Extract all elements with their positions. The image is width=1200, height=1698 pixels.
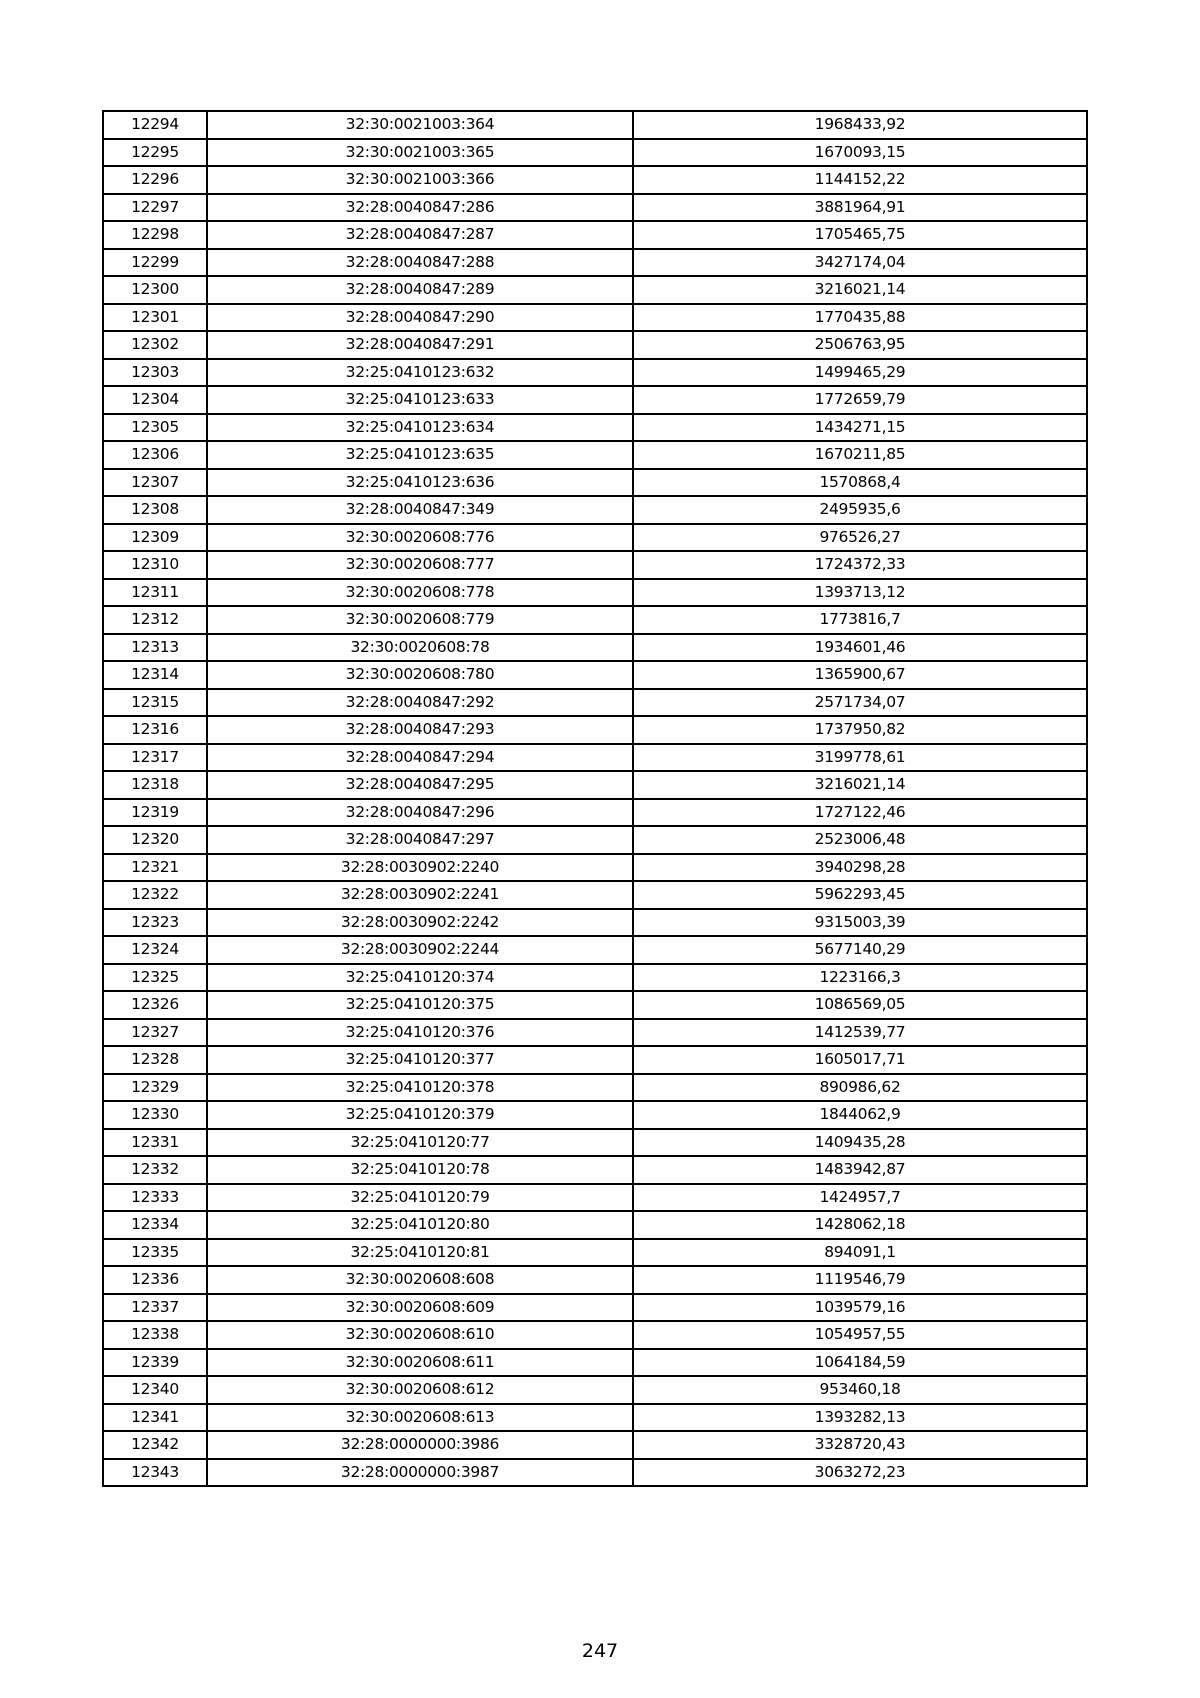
- row-number-cell: 12335: [103, 1239, 207, 1267]
- row-number-cell: 12297: [103, 194, 207, 222]
- table-row: [103, 1349, 1087, 1377]
- row-number-cell: 12340: [103, 1376, 207, 1404]
- cadastral-number-cell: 32:30:0020608:780: [207, 661, 633, 689]
- table-row: [103, 1239, 1087, 1267]
- table-row: [103, 964, 1087, 992]
- table-row: [103, 826, 1087, 854]
- cadastral-number-cell: 32:28:0040847:295: [207, 771, 633, 799]
- table-row: [103, 1129, 1087, 1157]
- cadastral-value-cell: 890986,62: [633, 1074, 1087, 1102]
- cadastral-value-cell: 1393282,13: [633, 1404, 1087, 1432]
- cadastral-value-cell: 2571734,07: [633, 689, 1087, 717]
- table-row: [103, 881, 1087, 909]
- table-row: [103, 716, 1087, 744]
- row-number-cell: 12329: [103, 1074, 207, 1102]
- cadastral-value-cell: 3216021,14: [633, 276, 1087, 304]
- table-row: [103, 221, 1087, 249]
- row-number-cell: 12341: [103, 1404, 207, 1432]
- table-row: [103, 331, 1087, 359]
- row-number-cell: 12307: [103, 469, 207, 497]
- table-row: [103, 936, 1087, 964]
- cadastral-value-cell: 2506763,95: [633, 331, 1087, 359]
- cadastral-number-cell: 32:25:0410120:374: [207, 964, 633, 992]
- cadastral-value-cell: 1412539,77: [633, 1019, 1087, 1047]
- cadastral-number-cell: 32:28:0040847:288: [207, 249, 633, 277]
- table-row: [103, 1431, 1087, 1459]
- row-number-cell: 12304: [103, 386, 207, 414]
- cadastral-number-cell: 32:28:0000000:3986: [207, 1431, 633, 1459]
- cadastral-value-cell: 1605017,71: [633, 1046, 1087, 1074]
- table-row: [103, 634, 1087, 662]
- cadastral-number-cell: 32:25:0410120:79: [207, 1184, 633, 1212]
- cadastral-number-cell: 32:30:0020608:610: [207, 1321, 633, 1349]
- table-row: [103, 1404, 1087, 1432]
- row-number-cell: 12309: [103, 524, 207, 552]
- cadastral-value-cell: 1773816,7: [633, 606, 1087, 634]
- row-number-cell: 12294: [103, 111, 207, 139]
- cadastral-value-cell: 1934601,46: [633, 634, 1087, 662]
- cadastral-number-cell: 32:30:0020608:612: [207, 1376, 633, 1404]
- table-row: [103, 166, 1087, 194]
- table-row: [103, 496, 1087, 524]
- cadastral-value-cell: 1409435,28: [633, 1129, 1087, 1157]
- cadastral-number-cell: 32:30:0020608:611: [207, 1349, 633, 1377]
- cadastral-number-cell: 32:28:0040847:296: [207, 799, 633, 827]
- row-number-cell: 12306: [103, 441, 207, 469]
- cadastral-number-cell: 32:25:0410120:379: [207, 1101, 633, 1129]
- table-row: [103, 276, 1087, 304]
- cadastral-value-cell: 1499465,29: [633, 359, 1087, 387]
- cadastral-number-cell: 32:25:0410120:377: [207, 1046, 633, 1074]
- cadastral-number-cell: 32:28:0000000:3987: [207, 1459, 633, 1487]
- cadastral-value-cell: 2495935,6: [633, 496, 1087, 524]
- table-row: [103, 579, 1087, 607]
- row-number-cell: 12312: [103, 606, 207, 634]
- cadastral-number-cell: 32:30:0020608:779: [207, 606, 633, 634]
- cadastral-number-cell: 32:25:0410120:77: [207, 1129, 633, 1157]
- table-row: [103, 909, 1087, 937]
- cadastral-value-cell: 2523006,48: [633, 826, 1087, 854]
- cadastral-number-cell: 32:25:0410120:378: [207, 1074, 633, 1102]
- table-row: [103, 386, 1087, 414]
- row-number-cell: 12324: [103, 936, 207, 964]
- row-number-cell: 12295: [103, 139, 207, 167]
- cadastral-value-cell: 1570868,4: [633, 469, 1087, 497]
- cadastral-number-cell: 32:30:0021003:366: [207, 166, 633, 194]
- cadastral-value-cell: 1223166,3: [633, 964, 1087, 992]
- cadastral-number-cell: 32:25:0410120:81: [207, 1239, 633, 1267]
- row-number-cell: 12338: [103, 1321, 207, 1349]
- cadastral-number-cell: 32:25:0410123:635: [207, 441, 633, 469]
- cadastral-number-cell: 32:28:0040847:349: [207, 496, 633, 524]
- row-number-cell: 12320: [103, 826, 207, 854]
- cadastral-number-cell: 32:30:0020608:776: [207, 524, 633, 552]
- row-number-cell: 12303: [103, 359, 207, 387]
- cadastral-number-cell: 32:28:0030902:2242: [207, 909, 633, 937]
- table-row: [103, 304, 1087, 332]
- cadastral-value-cell: 953460,18: [633, 1376, 1087, 1404]
- cadastral-number-cell: 32:25:0410120:375: [207, 991, 633, 1019]
- row-number-cell: 12333: [103, 1184, 207, 1212]
- row-number-cell: 12310: [103, 551, 207, 579]
- cadastral-value-cell: 1434271,15: [633, 414, 1087, 442]
- cadastral-value-cell: 3881964,91: [633, 194, 1087, 222]
- cadastral-value-cell: 3063272,23: [633, 1459, 1087, 1487]
- cadastral-value-cell: 1844062,9: [633, 1101, 1087, 1129]
- table-row: [103, 414, 1087, 442]
- cadastral-number-cell: 32:28:0040847:291: [207, 331, 633, 359]
- page-number: 247: [581, 1640, 619, 1662]
- cadastral-number-cell: 32:28:0040847:286: [207, 194, 633, 222]
- table-row: [103, 1211, 1087, 1239]
- row-number-cell: 12343: [103, 1459, 207, 1487]
- row-number-cell: 12311: [103, 579, 207, 607]
- row-number-cell: 12323: [103, 909, 207, 937]
- row-number-cell: 12317: [103, 744, 207, 772]
- cadastral-value-cell: 1670211,85: [633, 441, 1087, 469]
- table-row: [103, 524, 1087, 552]
- cadastral-number-cell: 32:28:0040847:297: [207, 826, 633, 854]
- table-row: [103, 991, 1087, 1019]
- table-row: [103, 441, 1087, 469]
- cadastral-value-cell: 1054957,55: [633, 1321, 1087, 1349]
- cadastral-value-cell: 1724372,33: [633, 551, 1087, 579]
- row-number-cell: 12305: [103, 414, 207, 442]
- table-row: [103, 111, 1087, 139]
- row-number-cell: 12296: [103, 166, 207, 194]
- registry-table-container: [102, 110, 1086, 1487]
- row-number-cell: 12321: [103, 854, 207, 882]
- row-number-cell: 12298: [103, 221, 207, 249]
- cadastral-number-cell: 32:28:0040847:293: [207, 716, 633, 744]
- table-row: [103, 551, 1087, 579]
- cadastral-value-cell: 894091,1: [633, 1239, 1087, 1267]
- row-number-cell: 12330: [103, 1101, 207, 1129]
- cadastral-number-cell: 32:25:0410120:78: [207, 1156, 633, 1184]
- cadastral-value-cell: 9315003,39: [633, 909, 1087, 937]
- cadastral-number-cell: 32:30:0020608:778: [207, 579, 633, 607]
- cadastral-value-cell: 5677140,29: [633, 936, 1087, 964]
- row-number-cell: 12319: [103, 799, 207, 827]
- table-row: [103, 1266, 1087, 1294]
- cadastral-value-cell: 3427174,04: [633, 249, 1087, 277]
- cadastral-value-cell: 5962293,45: [633, 881, 1087, 909]
- cadastral-value-table: [102, 110, 1088, 1487]
- table-row: [103, 359, 1087, 387]
- row-number-cell: 12331: [103, 1129, 207, 1157]
- cadastral-number-cell: 32:25:0410120:376: [207, 1019, 633, 1047]
- cadastral-value-cell: 1670093,15: [633, 139, 1087, 167]
- cadastral-value-cell: 3940298,28: [633, 854, 1087, 882]
- table-row: [103, 469, 1087, 497]
- cadastral-number-cell: 32:28:0040847:290: [207, 304, 633, 332]
- row-number-cell: 12337: [103, 1294, 207, 1322]
- cadastral-value-cell: 1064184,59: [633, 1349, 1087, 1377]
- cadastral-number-cell: 32:30:0020608:78: [207, 634, 633, 662]
- table-row: [103, 661, 1087, 689]
- table-row: [103, 1184, 1087, 1212]
- cadastral-number-cell: 32:30:0020608:613: [207, 1404, 633, 1432]
- row-number-cell: 12326: [103, 991, 207, 1019]
- cadastral-number-cell: 32:28:0030902:2240: [207, 854, 633, 882]
- cadastral-number-cell: 32:25:0410123:634: [207, 414, 633, 442]
- table-row: [103, 194, 1087, 222]
- cadastral-value-cell: 1428062,18: [633, 1211, 1087, 1239]
- table-row: [103, 1321, 1087, 1349]
- row-number-cell: 12301: [103, 304, 207, 332]
- table-row: [103, 1074, 1087, 1102]
- row-number-cell: 12315: [103, 689, 207, 717]
- cadastral-value-cell: 1737950,82: [633, 716, 1087, 744]
- row-number-cell: 12314: [103, 661, 207, 689]
- cadastral-number-cell: 32:28:0030902:2241: [207, 881, 633, 909]
- cadastral-value-cell: 3328720,43: [633, 1431, 1087, 1459]
- cadastral-number-cell: 32:30:0020608:609: [207, 1294, 633, 1322]
- cadastral-value-cell: 1086569,05: [633, 991, 1087, 1019]
- table-row: [103, 1294, 1087, 1322]
- table-row: [103, 1019, 1087, 1047]
- cadastral-value-cell: 1039579,16: [633, 1294, 1087, 1322]
- table-row: [103, 1376, 1087, 1404]
- table-row: [103, 1156, 1087, 1184]
- cadastral-value-cell: 976526,27: [633, 524, 1087, 552]
- cadastral-value-cell: 1424957,7: [633, 1184, 1087, 1212]
- row-number-cell: 12332: [103, 1156, 207, 1184]
- cadastral-number-cell: 32:30:0020608:608: [207, 1266, 633, 1294]
- table-row: [103, 1046, 1087, 1074]
- cadastral-number-cell: 32:28:0040847:287: [207, 221, 633, 249]
- row-number-cell: 12316: [103, 716, 207, 744]
- cadastral-value-cell: 1119546,79: [633, 1266, 1087, 1294]
- table-row: [103, 854, 1087, 882]
- cadastral-value-cell: 1483942,87: [633, 1156, 1087, 1184]
- cadastral-number-cell: 32:25:0410123:636: [207, 469, 633, 497]
- table-row: [103, 744, 1087, 772]
- table-row: [103, 249, 1087, 277]
- row-number-cell: 12302: [103, 331, 207, 359]
- row-number-cell: 12339: [103, 1349, 207, 1377]
- cadastral-value-cell: 1365900,67: [633, 661, 1087, 689]
- row-number-cell: 12322: [103, 881, 207, 909]
- cadastral-number-cell: 32:30:0021003:364: [207, 111, 633, 139]
- cadastral-number-cell: 32:30:0020608:777: [207, 551, 633, 579]
- table-row: [103, 689, 1087, 717]
- table-row: [103, 139, 1087, 167]
- cadastral-number-cell: 32:28:0040847:289: [207, 276, 633, 304]
- cadastral-value-cell: 1705465,75: [633, 221, 1087, 249]
- row-number-cell: 12327: [103, 1019, 207, 1047]
- table-row: [103, 799, 1087, 827]
- row-number-cell: 12318: [103, 771, 207, 799]
- row-number-cell: 12342: [103, 1431, 207, 1459]
- cadastral-number-cell: 32:25:0410123:633: [207, 386, 633, 414]
- table-row: [103, 1101, 1087, 1129]
- cadastral-value-cell: 1772659,79: [633, 386, 1087, 414]
- table-row: [103, 606, 1087, 634]
- cadastral-number-cell: 32:25:0410120:80: [207, 1211, 633, 1239]
- cadastral-number-cell: 32:25:0410123:632: [207, 359, 633, 387]
- cadastral-value-cell: 1727122,46: [633, 799, 1087, 827]
- cadastral-value-cell: 1144152,22: [633, 166, 1087, 194]
- cadastral-value-cell: 1968433,92: [633, 111, 1087, 139]
- cadastral-value-cell: 1393713,12: [633, 579, 1087, 607]
- cadastral-number-cell: 32:30:0021003:365: [207, 139, 633, 167]
- cadastral-number-cell: 32:28:0030902:2244: [207, 936, 633, 964]
- cadastral-value-cell: 3199778,61: [633, 744, 1087, 772]
- row-number-cell: 12334: [103, 1211, 207, 1239]
- row-number-cell: 12300: [103, 276, 207, 304]
- row-number-cell: 12313: [103, 634, 207, 662]
- table-body: [103, 111, 1087, 1486]
- row-number-cell: 12328: [103, 1046, 207, 1074]
- cadastral-value-cell: 1770435,88: [633, 304, 1087, 332]
- row-number-cell: 12299: [103, 249, 207, 277]
- cadastral-number-cell: 32:28:0040847:294: [207, 744, 633, 772]
- cadastral-number-cell: 32:28:0040847:292: [207, 689, 633, 717]
- row-number-cell: 12336: [103, 1266, 207, 1294]
- cadastral-value-cell: 3216021,14: [633, 771, 1087, 799]
- row-number-cell: 12308: [103, 496, 207, 524]
- table-row: [103, 1459, 1087, 1487]
- row-number-cell: 12325: [103, 964, 207, 992]
- table-row: [103, 771, 1087, 799]
